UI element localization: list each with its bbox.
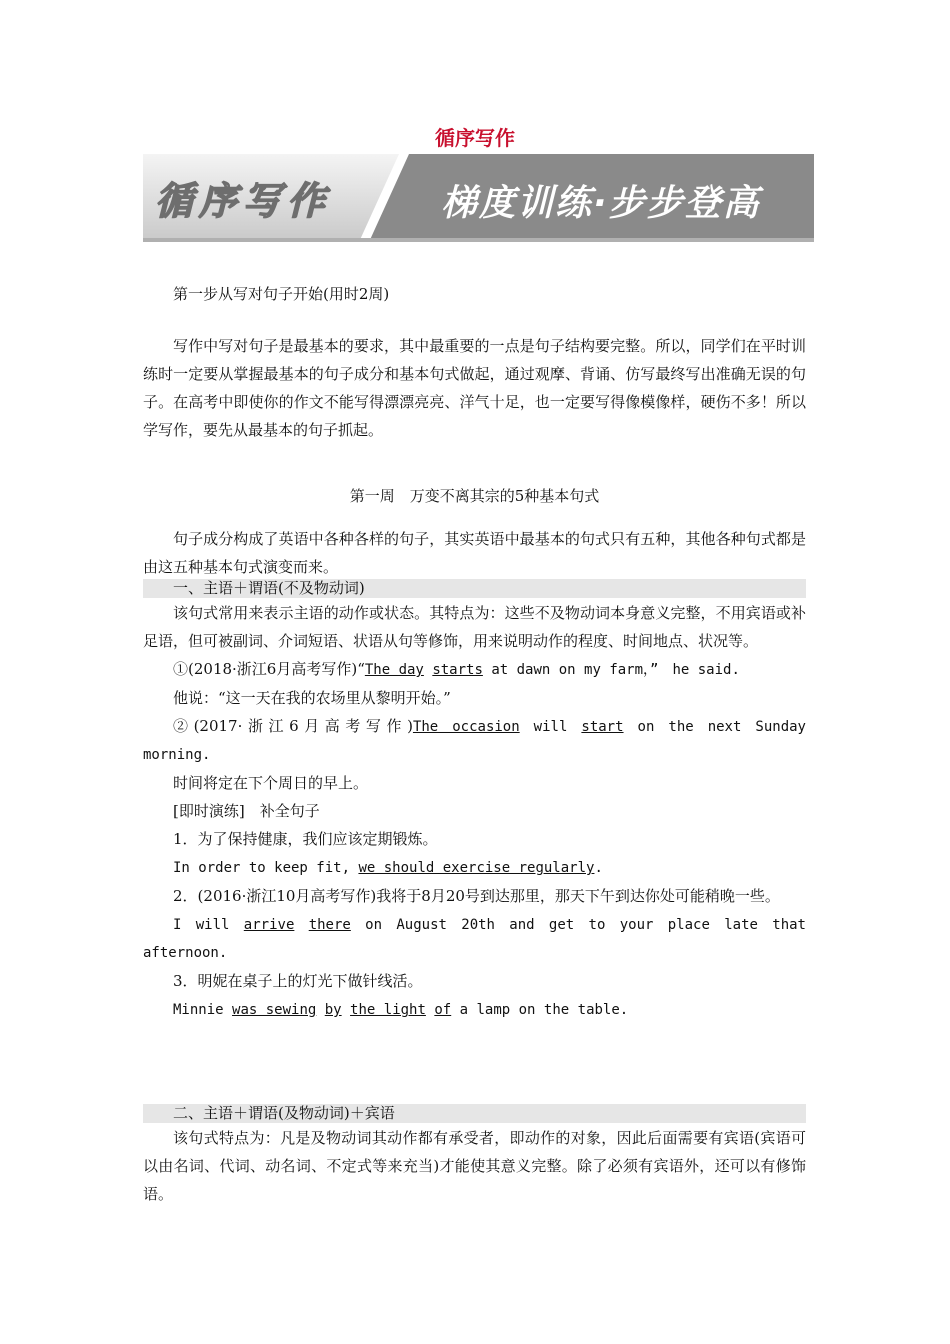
answer-2-blank-1: arrive [243, 917, 295, 933]
step1-block [143, 280, 806, 308]
answer-2-rest: on August 20th and get to your place late that [350, 917, 806, 933]
week1-title: 第一周 万变不离其宗的5种基本句式 [349, 487, 600, 505]
answer-2-blank-2: there [308, 917, 351, 933]
section-banner [143, 154, 814, 242]
practice-label: [即时演练] 补全句子 [173, 802, 320, 820]
question-2: 2．(2016·浙江10月高考写作)我将于8月20号到达那里，那天下午到达你处可能稍晚一些。 [173, 887, 780, 905]
section2-heading: 二、主语＋谓语(及物动词)＋宾语 [143, 1104, 806, 1123]
section1-desc: 该句式常用来表示主语的动作或状态。其特点为：这些不及物动词本身意义完整，不用宾语或补足语，但可被副词、介词短语、状语从句等修饰，用来说明动作的程度、时间地点、状况等。 [143, 604, 806, 650]
section2 [143, 1104, 806, 1208]
question-3: 3．明妮在桌子上的灯光下做针线活。 [173, 972, 423, 990]
example-2-prefix: ②(2017·浙江6月高考写作) [173, 717, 413, 735]
example-2-verb: start [581, 719, 624, 735]
example-2-subject: The occasion [412, 719, 520, 735]
section1-heading: 一、主语＋谓语(不及物动词) [143, 579, 806, 598]
answer-1-prefix: In order to keep fit, [173, 860, 359, 876]
intro-paragraph: 写作中写对句子是最基本的要求，其中最重要的一点是句子结构要完整。所以，同学们在平时训练时一定要从掌握最基本的句子成分和基本句式做起，通过观摩、背诵、仿写最终写出准确无误的句子。在高考中即使你的作文不能写得漂漂亮亮、洋气十足，也一定要写得像模像样，硬伤不多！所以学写作，要先从最基本的句子抓起。 [143, 337, 806, 439]
example-2-line2: morning. [143, 747, 211, 763]
answer-2-prefix: I will [173, 917, 244, 933]
example-1-prefix: ①(2018·浙江6月高考写作)“ [173, 660, 365, 678]
answer-3-prefix: Minnie [173, 1002, 233, 1018]
example-1 [143, 655, 806, 684]
week1-block [143, 467, 806, 581]
answer-3 [143, 995, 806, 1024]
week1-intro: 句子成分构成了英语中各种各样的句子，其实英语中最基本的句式只有五种，其他各种句式都是由这五种基本句式演变而来。 [143, 530, 806, 576]
answer-3-blank-2: by [324, 1002, 342, 1018]
document-title: 循序写作 [435, 126, 515, 150]
answer-2-line2: afternoon. [143, 945, 228, 961]
answer-1-blank: we should exercise regularly [358, 860, 595, 876]
answer-3-blank-1: was sewing [232, 1002, 317, 1018]
section1 [143, 579, 806, 1024]
answer-1-end: . [594, 860, 603, 876]
step1-heading: 第一步从写对句子开始(用时2周) [173, 285, 390, 303]
example-2-rest: on the next Sunday [623, 719, 806, 735]
example-2 [143, 712, 806, 741]
banner-right-title: 梯度训练·步步登高 [441, 183, 761, 224]
answer-3-blank-4: of [434, 1002, 452, 1018]
intro-block [143, 332, 806, 444]
answer-1 [143, 853, 806, 882]
banner-left-title: 循序写作 [155, 179, 332, 223]
example-1-subject: The day [364, 662, 424, 678]
question-1: 1．为了保持健康，我们应该定期锻炼。 [173, 830, 438, 848]
section2-desc: 该句式特点为：凡是及物动词其动作都有承受者，即动作的对象，因此后面需要有宾语(宾语可以由名词、代词、动名词、不定式等来充当)才能使其意义完整。除了必须有宾语外，还可以有修饰语。 [143, 1129, 806, 1203]
example-2-translation: 时间将定在下个周日的早上。 [173, 774, 369, 792]
example-1-rest: at dawn on my farm，” he said. [482, 662, 740, 678]
answer-3-rest: a lamp on the table. [451, 1002, 629, 1018]
example-2-will: will [519, 719, 582, 735]
example-1-translation: 他说：“这一天在我的农场里从黎明开始。” [173, 689, 451, 707]
answer-2 [143, 910, 806, 939]
answer-3-blank-3: the light [350, 1002, 426, 1018]
example-1-verb: starts [432, 662, 483, 678]
